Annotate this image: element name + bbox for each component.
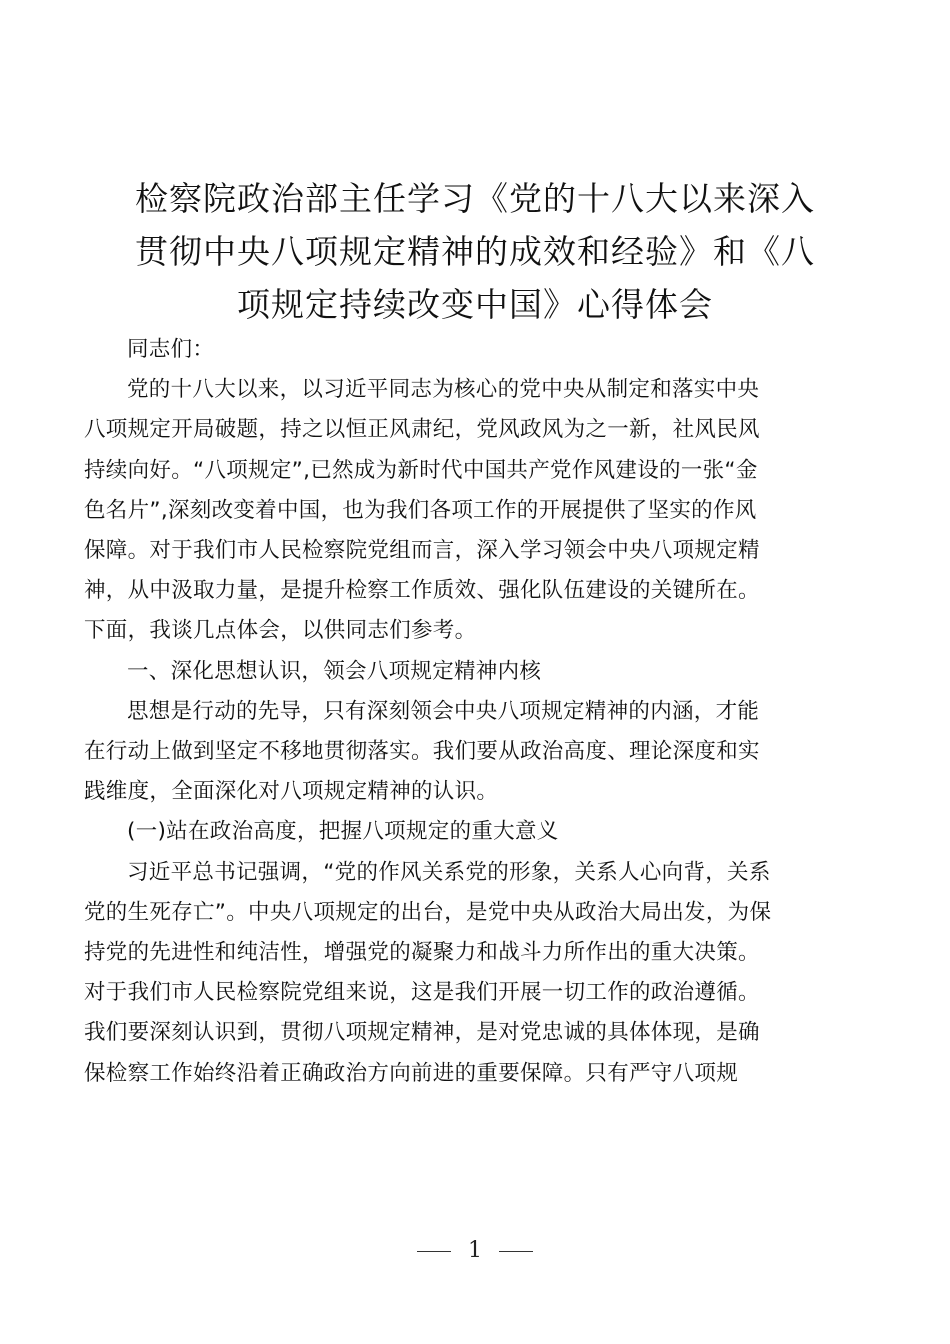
- paragraph-subsection-1: [84, 853, 827, 1094]
- title-line: 贯彻中央八项规定精神的成效和经验》和《八: [135, 232, 815, 271]
- text-line: 保障。对于我们市人民检察院党组而言，深入学习领会中央八项规定精: [84, 538, 760, 564]
- section-heading-1: [127, 652, 827, 692]
- text-line: 习近平总书记强调，“党的作风关系党的形象，关系人心向背，关系: [127, 859, 771, 885]
- text-line: 对于我们市人民检察院党组来说，这是我们开展一切工作的政治遵循。: [84, 980, 760, 1006]
- footer-dash-right: [499, 1251, 533, 1252]
- text-line: 践维度，全面深化对八项规定精神的认识。: [84, 779, 499, 805]
- document-title: [110, 172, 840, 331]
- text-line: 持党的先进性和纯洁性，增强党的凝聚力和战斗力所作出的重大决策。: [84, 940, 760, 966]
- text-line: 党的十八大以来，以习近平同志为核心的党中央从制定和落实中央: [127, 377, 760, 403]
- text-line: 同志们：: [127, 337, 215, 362]
- paragraph-section-1: [84, 692, 827, 813]
- text-line: 一、深化思想认识，领会八项规定精神内核: [127, 658, 542, 684]
- paragraph-intro: [84, 370, 827, 651]
- greeting: [127, 330, 827, 370]
- title-line: 项规定持续改变中国》心得体会: [237, 285, 713, 324]
- title-line: 检察院政治部主任学习《党的十八大以来深入: [135, 179, 815, 218]
- text-line: 我们要深刻认识到，贯彻八项规定精神，是对党忠诚的具体体现，是确: [84, 1020, 760, 1046]
- text-line: 持续向好。“八项规定”,已然成为新时代中国共产党作风建设的一张“金: [84, 457, 758, 483]
- text-line: 八项规定开局破题，持之以恒正风肃纪，党风政风为之一新，社风民风: [84, 417, 760, 443]
- subsection-heading-1: [127, 812, 827, 852]
- text-line: 保检察工作始终沿着正确政治方向前进的重要保障。只有严守八项规: [84, 1060, 739, 1086]
- text-line: 在行动上做到坚定不移地贯彻落实。我们要从政治高度、理论深度和实: [84, 739, 760, 765]
- page-number: 1: [468, 1238, 482, 1263]
- text-line: 下面，我谈几点体会，以供同志们参考。: [84, 618, 477, 644]
- text-line: 党的生死存亡”。中央八项规定的出台，是党中央从政治大局出发，为保: [84, 899, 772, 925]
- text-line: (一)站在政治高度，把握八项规定的重大意义: [127, 819, 559, 845]
- footer-dash-left: [417, 1251, 451, 1252]
- page-footer: [0, 1238, 950, 1263]
- text-line: 思想是行动的先导，只有深刻领会中央八项规定精神的内涵，才能: [127, 698, 760, 724]
- text-line: 神，从中汲取力量，是提升检察工作质效、强化队伍建设的关键所在。: [84, 578, 760, 604]
- document-body: [84, 330, 827, 1094]
- text-line: 色名片”,深刻改变着中国，也为我们各项工作的开展提供了坚实的作风: [84, 497, 757, 523]
